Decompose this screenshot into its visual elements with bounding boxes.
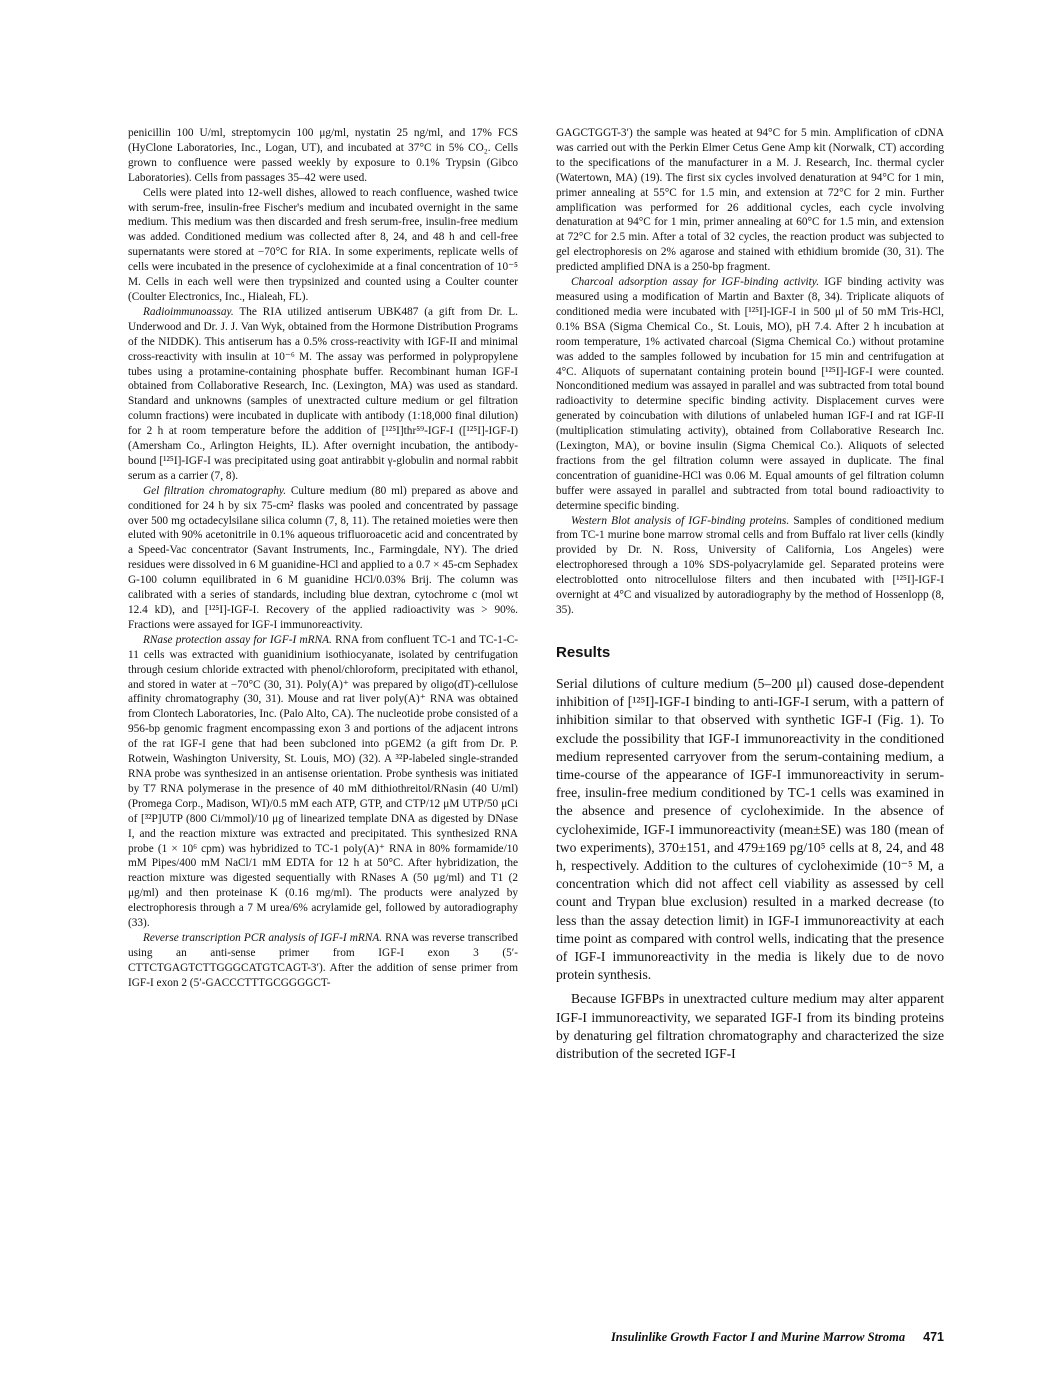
run-in-heading: Western Blot analysis of IGF-binding proteins.	[571, 514, 790, 527]
run-in-heading: Gel filtration chromatography.	[143, 484, 287, 497]
run-in-heading: Charcoal adsorption assay for IGF-binding activity.	[571, 276, 820, 289]
running-title: Insulinlike Growth Factor I and Murine Marrow Stroma	[610, 1330, 906, 1344]
paragraph: penicillin 100 U/ml, streptomycin 100 μg/ml, nystatin 25 ng/ml, and 17% FCS (HyClone Laboratories, Inc., Logan, UT), and incubated at 37°C in 5% CO₂. Cells grown to confluence were passed weekly by exposure to 0.1% Trypsin (Gibco Laboratories). Cells from passages 35–42 were used.	[128, 127, 518, 184]
left-column	[128, 126, 518, 991]
page-footer	[556, 1330, 944, 1345]
paragraph: RNase protection assay for IGF-I mRNA. RNA from confluent TC-1 and TC-1-C-11 cells was extracted with guanidinium isothiocyanate, isolated by centrifugation through cesium chloride extracted with phenol/chloroform, precipitated with ethanol, and stored in water at −70°C (30, 31). Poly(A)⁺ was prepared by oligo(dT)-cellulose affinity chromatography (30, 31). Mouse and rat liver poly(A)⁺ RNA was obtained from Clontech Laboratories, Inc. (Palo Alto, CA). The nucleotide probe consisted of a 956-bp genomic fragment encompassing exon 3 and portions of the adjacent introns of the rat IGF-I gene that had been subcloned into pGEM2 (a gift from Dr. P. Rotwein, Washington University, St. Louis, MO) (32). A ³²P-labeled single-stranded RNA probe was synthesized in an antisense orientation. Probe synthesis was initiated by T7 RNA polymerase in the presence of 40 mM dithiothreitol/RNasin (40 U/ml) (Promega Corp., Madison, WI)/0.5 mM each ATP, GTP, and CTP/12 μM UTP/50 μCi of [³²P]UTP (800 Ci/mmol)/10 μg of linearized template DNA as digested by DNase I, and the reaction mixture was extracted and precipitated. This synthesized RNA probe (1 × 10⁶ cpm) was hybridized to TC-1 poly(A)⁺ RNA in 80% formamide/10 mM Pipes/400 mM NaCl/1 mM EDTA for 12 h at 50°C. After hybridization, the reaction mixture was digested sequentially with RNases A (50 μg/ml) and T1 (2 μg/ml) and then proteinase K (0.16 mg/ml). The products were analyzed by electrophoresis through a 7 M urea/6% acrylamide gel, followed by autoradiography (33).	[128, 633, 518, 930]
right-column	[556, 126, 944, 1063]
run-in-heading: RNase protection assay for IGF-I mRNA.	[143, 633, 332, 646]
paragraph: GAGCTGGT-3′) the sample was heated at 94°C for 5 min. Amplification of cDNA was carried out with the Perkin Elmer Cetus Gene Amp kit (Norwalk, CT) according to the specifications of the manufacturer in a M. J. Research, Inc. thermal cycler (Watertown, MA) (19). The first six cycles involved denaturation at 94°C for 1 min, primer annealing at 55°C for 1.5 min, and extension at 72°C for 2 min. Further amplification was performed for 26 additional cycles, each cycle involving denaturation at 94°C for 1 min, primer annealing at 60°C for 1.5 min, and extension at 72°C for 2.5 min. After a total of 32 cycles, the reaction product was subjected to gel electrophoresis on 2% agarose and stained with ethidium bromide (30, 31). The predicted amplified DNA is a 250-bp fragment.	[556, 127, 944, 274]
paragraph: Radioimmunoassay. The RIA utilized antiserum UBK487 (a gift from Dr. L. Underwood and Dr. J. J. Van Wyk, obtained from the Hormone Distribution Programs of the NIDDK). This antiserum has a 0.5% cross-reactivity with IGF-II and minimal cross-reactivity with insulin at 10⁻⁶ M. The assay was performed in polypropylene tubes using a protamine-containing phosphate buffer. Recombinant human IGF-I obtained from Collaborative Research, Inc. (Lexington, MA) was used as standard. Standard and unknowns (samples of unextracted culture medium or gel filtration column fractions) were incubated in duplicate with antibody (1:18,000 final dilution) for 2 h at room temperature before the addition of [¹²⁵I]thr⁵⁹-IGF-I ([¹²⁵I]-IGF-I) (Amersham Co., Arlington Heights, IL). After overnight incubation, the antibody-bound [¹²⁵I]-IGF-I was precipitated using goat antirabbit γ-globulin and normal rabbit serum as a carrier (7, 8).	[128, 305, 518, 482]
paragraph: Western Blot analysis of IGF-binding proteins. Samples of conditioned medium from TC-1 murine bone marrow stromal cells and from Buffalo rat liver cells (kindly provided by Dr. N. Ross, University of California, Los Angeles) were electrophoresed through a 10% SDS-polyacrylamide gel. Separated proteins were electroblotted onto nitrocellulose filters and then incubated with [¹²⁵I]-IGF-I overnight at 4°C and visualized by autoradiography by the method of Hossenlopp (8, 35).	[556, 514, 945, 616]
paragraph: Charcoal adsorption assay for IGF-binding activity. IGF binding activity was measured using a modification of Martin and Baxter (8, 34). Triplicate aliquots of conditioned media were incubated with [¹²⁵I]-IGF-I in 500 μl of 50 mM Tris-HCl, 0.1% BSA (Sigma Chemical Co., St. Louis, MO), pH 7.4. After 2 h incubation at room temperature, 1% activated charcoal (Sigma Chemical Co.) without protamine was added to the samples followed by incubation for 15 min and centrifugation at 4°C. Aliquots of supernatant containing protein bound [¹²⁵I]-IGF-I were counted. Nonconditioned medium was assayed in parallel and was subtracted from total bound radioactivity to determine specific binding activity. Displacement curves were generated by coincubation with dilutions of unlabeled human IGF-I and rat IGF-II (multiplication stimulating activity), obtained from Collaborative Research Inc. (Lexington, MA), or bovine insulin (Sigma Chemical Co.). Aliquots of selected fractions from the gel filtration column were assayed in duplicate. The final concentration of guanidine-HCl was 0.06 M. Equal amounts of gel filtration column buffer were assayed in parallel and subtracted from total bound radioactivity to determine specific binding.	[556, 276, 944, 512]
paragraph: Cells were plated into 12-well dishes, allowed to reach confluence, washed twice with serum-free, insulin-free Fischer's medium and incubated overnight in the same medium. This medium was then discarded and fresh serum-free, insulin-free medium was added. Conditioned medium was collected after 8, 24, and 48 h and cell-free supernatants were stored at −70°C for RIA. In some experiments, replicate wells of cells were incubated in the presence of cycloheximide at a final concentration of 10⁻⁵ M. Cells in each well were then trypsinized and counted using a Coulter counter (Coulter Electronics, Inc., Hialeah, FL).	[128, 186, 518, 303]
run-in-heading: Radioimmunoassay.	[143, 305, 234, 318]
page-number: 471	[923, 1330, 944, 1344]
paragraph: Reverse transcription PCR analysis of IGF-I mRNA. RNA was reverse transcribed using an anti-sense primer from IGF-I exon 3 (5′-CTTCTGAGTCTTGGGCATGTCAGT-3′). After the addition of sense primer from IGF-I exon 2 (5′-GACCCTTTGCGGGGCT-	[128, 931, 518, 989]
paragraph: Gel filtration chromatography. Culture medium (80 ml) prepared as above and conditioned for 24 h by six 75-cm² flasks was pooled and concentrated by passage over 500 mg octadecylsilane silica column (7, 8, 11). The retained moieties were then eluted with 90% acetonitrile in 0.1% aqueous trifluoroacetic acid and concentrated by a Speed-Vac concentrator (Savant Instruments, Inc., Farmingdale, NY). The dried residues were dissolved in 6 M guanidine-HCl and applied to a 0.7 × 45-cm Sephadex G-100 column equilibrated in 6 M guanidine HCl/0.03% Brij. The column was calibrated with a series of standards, including blue dextran, cytochrome c (mol wt 12.4 kD), and [¹²⁵I]-IGF-I. Recovery of the applied radioactivity was > 90%. Fractions were assayed for IGF-I immunoreactivity.	[128, 484, 518, 631]
run-in-heading: Reverse transcription PCR analysis of IGF-I mRNA.	[143, 931, 383, 944]
paragraph: Serial dilutions of culture medium (5–200 μl) caused dose-dependent inhibition of [¹²⁵I]-IGF-I binding to anti-IGF-I serum, with a pattern of inhibition similar to that observed with synthetic IGF-I (Fig. 1). To exclude the possibility that IGF-I immunoreactivity in the conditioned medium represented carryover from the serum-containing medium, a time-course of the appearance of IGF-I immunoreactivity in serum-free, insulin-free medium conditioned by TC-1 cells was examined in the absence and presence of cycloheximide. In the absence of cycloheximide, IGF-I immunoreactivity (mean±SE) was 180 (mean of two experiments), 370±151, and 479±169 pg/10⁵ cells at 8, 24, and 48 h, respectively. Addition to the cultures of cycloheximide (10⁻⁵ M, a concentration which did not affect cell viability as assessed by cell count and Trypan blue exclusion) resulted in a marked decrease (to less than the assay detection limit) in IGF-I immunoreactivity at each time point as compared with control wells, indicating that the presence of IGF-I immunoreactivity in the media is likely due to de novo protein synthesis.	[556, 675, 944, 983]
results-heading: Results	[556, 643, 611, 661]
paragraph: Because IGFBPs in unextracted culture medium may alter apparent IGF-I immunoreactivity, we separated IGF-I from its binding proteins by denaturing gel filtration chromatography and characterized the size distribution of the secreted IGF-I	[556, 991, 944, 1061]
